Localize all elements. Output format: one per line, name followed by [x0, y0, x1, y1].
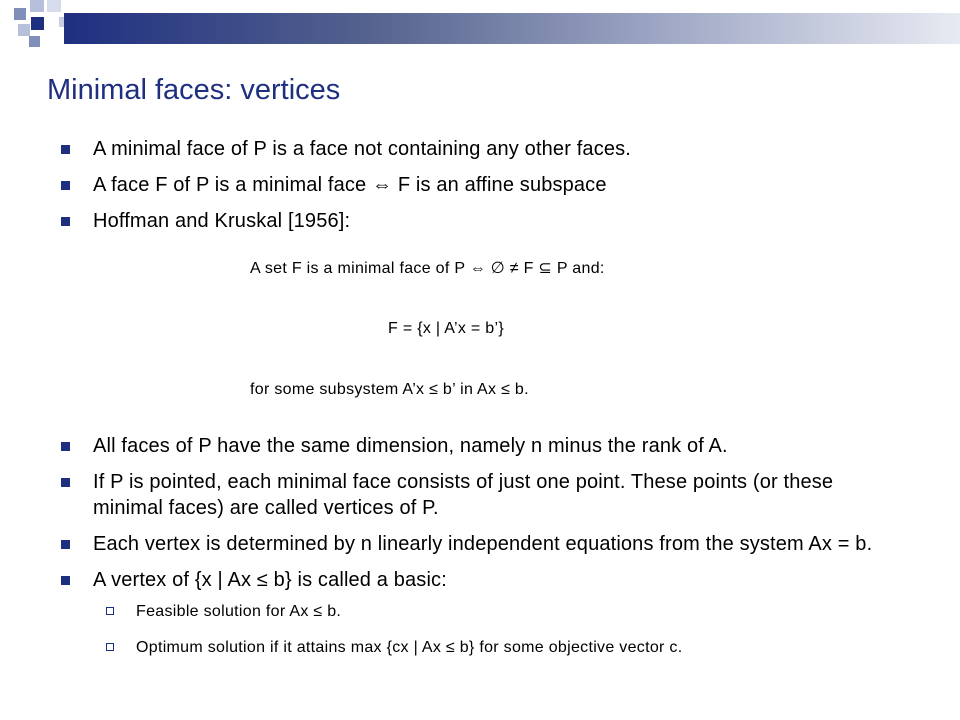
bullet-item [0, 531, 903, 557]
decor-square [18, 24, 30, 36]
square-bullet-icon [61, 540, 70, 549]
square-bullet-icon [61, 145, 70, 154]
bullet-text: Each vertex is determined by n linearly independent equations from the system Ax = b. [93, 533, 873, 555]
theorem-line-2: F = {x | A’x = b’} [388, 320, 504, 337]
hollow-square-bullet-icon [106, 607, 114, 615]
decor-square [47, 0, 61, 12]
bullet-item [0, 136, 903, 162]
bullet-text: A face F of P is a minimal face ⇔ F is an affine subspace [93, 174, 607, 196]
hollow-square-bullet-icon [106, 643, 114, 651]
square-bullet-icon [61, 576, 70, 585]
bullet-text: A vertex of {x | Ax ≤ b} is called a basic: [93, 569, 447, 591]
bullet-item [0, 433, 903, 459]
decor-square [31, 17, 44, 30]
bullet-text: If P is pointed, each minimal face consists of just one point. These points (or these minimal faces) are called vertices of P. [93, 471, 834, 519]
sub-bullet-text: Optimum solution if it attains max {cx | Ax ≤ b} for some objective vector c. [136, 639, 683, 656]
bullet-list-top [0, 136, 960, 244]
square-bullet-icon [61, 217, 70, 226]
bullet-text: All faces of P have the same dimension, namely n minus the rank of A. [93, 435, 728, 457]
sub-list [0, 601, 960, 659]
sub-bullet-list [0, 601, 960, 659]
header-gradient-bar [64, 13, 960, 44]
sub-bullet-item [0, 637, 916, 659]
square-bullet-icon [61, 478, 70, 487]
bullet-item [0, 567, 903, 593]
decor-square [30, 0, 44, 12]
decor-square [14, 8, 26, 20]
square-bullet-icon [61, 442, 70, 451]
bullet-item [0, 469, 903, 521]
sub-bullet-text: Feasible solution for Ax ≤ b. [136, 603, 342, 620]
bullet-text: A minimal face of P is a face not containing any other faces. [93, 138, 631, 160]
square-bullet-icon [61, 181, 70, 190]
sub-bullet-item [0, 601, 916, 623]
theorem-line-1: A set F is a minimal face of P ⇔ ∅ ≠ F ⊆ P and: [250, 260, 605, 277]
theorem-line-3: for some subsystem A’x ≤ b’ in Ax ≤ b. [250, 381, 529, 398]
slide-title: Minimal faces: vertices [47, 74, 341, 106]
bullet-item [0, 172, 903, 198]
bullet-text: Hoffman and Kruskal [1956]: [93, 210, 351, 232]
decor-square [29, 36, 40, 47]
bullet-list-bottom [0, 433, 960, 673]
bullet-item [0, 208, 903, 234]
